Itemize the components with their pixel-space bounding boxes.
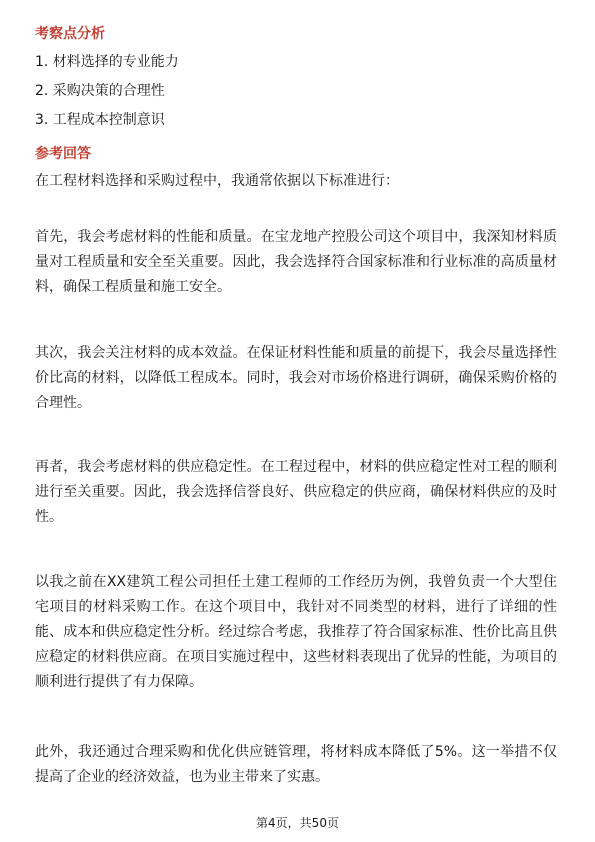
answer-heading: 参考回答 <box>35 146 91 162</box>
answer-paragraph-quality: 首先，我会考虑材料的性能和质量。在宝龙地产控股公司这个项目中，我深知材料质量对工程质量和安全至关重要。因此，我会选择符合国家标准和行业标准的高质量材料，确保工程质量和施工安全。 <box>35 229 557 295</box>
answer-paragraph-cost: 其次，我会关注材料的成本效益。在保证材料性能和质量的前提下，我会尽量选择性价比高的材料，以降低工程成本。同时，我会对市场价格进行调研，确保采购价格的合理性。 <box>35 345 557 411</box>
analysis-point-1: 1. 材料选择的专业能力 <box>35 54 179 70</box>
analysis-point-2: 2. 采购决策的合理性 <box>35 83 165 99</box>
answer-paragraph-supply: 再者，我会考虑材料的供应稳定性。在工程过程中，材料的供应稳定性对工程的顺利进行至关重要。因此，我会选择信誉良好、供应稳定的供应商，确保材料供应的及时性。 <box>35 459 557 525</box>
analysis-heading: 考察点分析 <box>35 26 105 42</box>
page-number: 第4页，共50页 <box>256 816 339 830</box>
answer-paragraph-savings: 此外，我还通过合理采购和优化供应链管理，将材料成本降低了5%。这一举措不仅提高了企业的经济效益，也为业主带来了实惠。 <box>35 744 557 785</box>
answer-paragraph-intro: 在工程材料选择和采购过程中，我通常依据以下标准进行： <box>35 173 399 189</box>
answer-paragraph-example: 以我之前在XX建筑工程公司担任土建工程师的工作经历为例，我曾负责一个大型住宅项目的材料采购工作。在这个项目中，我针对不同类型的材料，进行了详细的性能、成本和供应稳定性分析。经过综合考虑，我推荐了符合国家标准、性价比高且供应稳定的材料供应商。在项目实施过程中，这些材料表现出了优异的性能，为项目的顺利进行提供了有力保障。 <box>35 574 557 690</box>
analysis-point-3: 3. 工程成本控制意识 <box>35 112 165 128</box>
